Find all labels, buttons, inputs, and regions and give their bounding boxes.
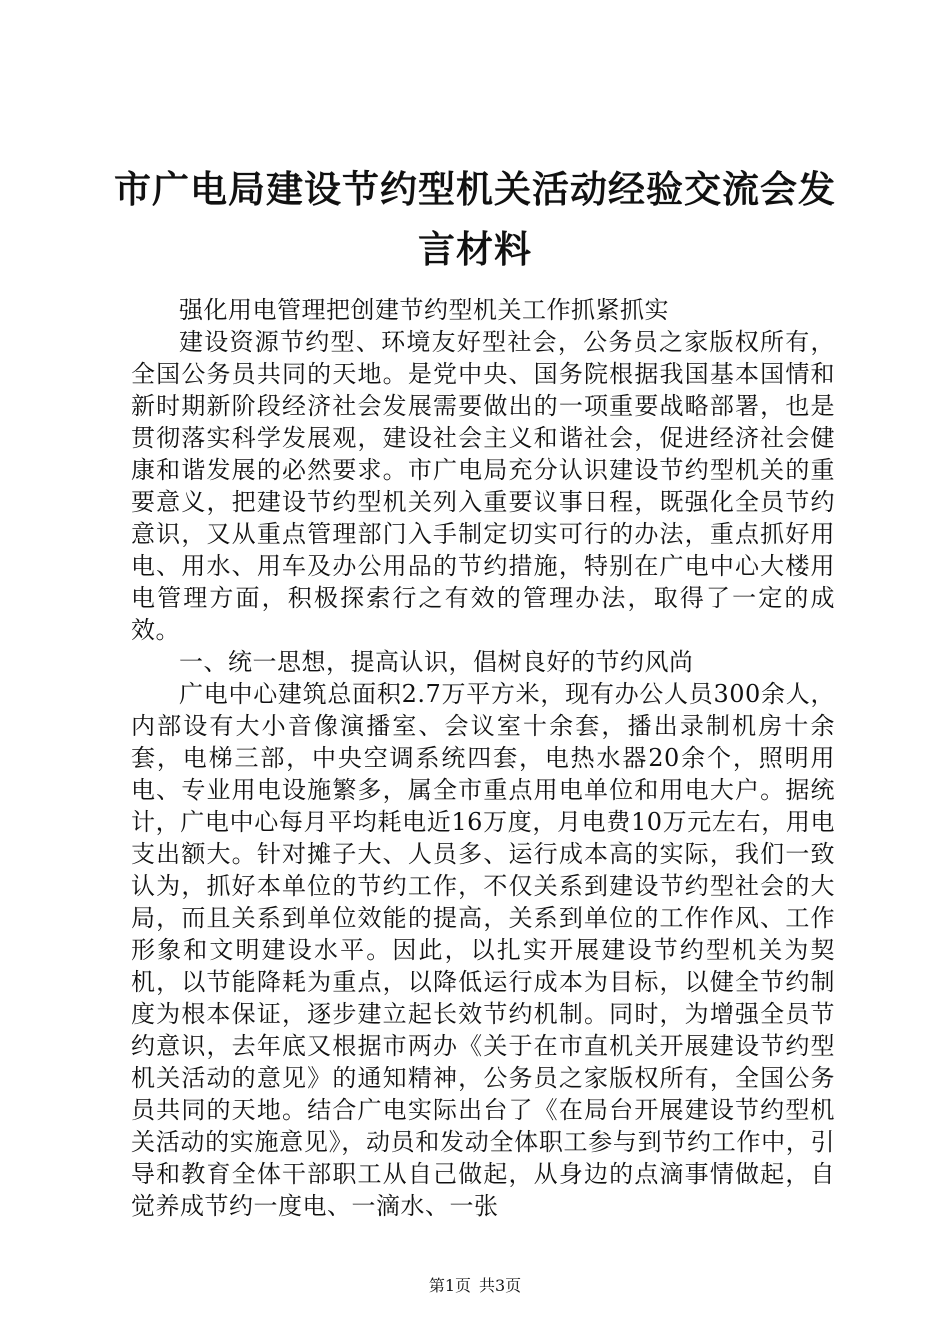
section-heading: 一、统一思想，提高认识，倡树良好的节约风尚	[179, 648, 694, 676]
page-total: 共3页	[479, 1276, 522, 1295]
document-body	[131, 294, 835, 1222]
document-title: 市广电局建设节约型机关活动经验交流会发言材料	[114, 168, 836, 271]
page-footer	[0, 1276, 950, 1296]
subtitle-paragraph: 强化用电管理把创建节约型机关工作抓紧抓实	[179, 296, 669, 324]
body-paragraph: 建设资源节约型、环境友好型社会，公务员之家版权所有，全国公务员共同的天地。是党中央、国务院根据我国基本国情和新时期新阶段经济社会发展需要做出的一项重要战略部署，也是贯彻落实科学发展观，建设社会主义和谐社会，促进经济社会健康和谐发展的必然要求。市广电局充分认识建设节约型机关的重要意义，把建设节约型机关列入重要议事日程，既强化全员节约意识，又从重点管理部门入手制定切实可行的办法，重点抓好用电、用水、用车及办公用品的节约措施，特别在广电中心大楼用电管理方面，积极探索行之有效的管理办法，取得了一定的成效。	[131, 328, 835, 644]
page-number: 第1页	[428, 1276, 471, 1295]
body-paragraph: 广电中心建筑总面积2.7万平方米，现有办公人员300余人，内部设有大小音像演播室、会议室十余套，播出录制机房十余套，电梯三部，中央空调系统四套，电热水器20余个，照明用电、专业用电设施繁多，属全市重点用电单位和用电大户。据统计，广电中心每月平均耗电近16万度，月电费10万元左右，用电支出额大。针对摊子大、人员多、运行成本高的实际，我们一致认为，抓好本单位的节约工作，不仅关系到建设节约型社会的大局，而且关系到单位效能的提高，关系到单位的工作作风、工作形象和文明建设水平。因此，以扎实开展建设节约型机关为契机，以节能降耗为重点，以降低运行成本为目标，以健全节约制度为根本保证，逐步建立起长效节约机制。同时，为增强全员节约意识，去年底又根据市两办《关于在市直机关开展建设节约型机关活动的意见》的通知精神，公务员之家版权所有，全国公务员共同的天地。结合广电实际出台了《在局台开展建设节约型机关活动的实施意见》，动员和发动全体职工参与到节约工作中，引导和教育全体干部职工从自己做起，从身边的点滴事情做起，自觉养成节约一度电、一滴水、一张	[131, 680, 835, 1220]
